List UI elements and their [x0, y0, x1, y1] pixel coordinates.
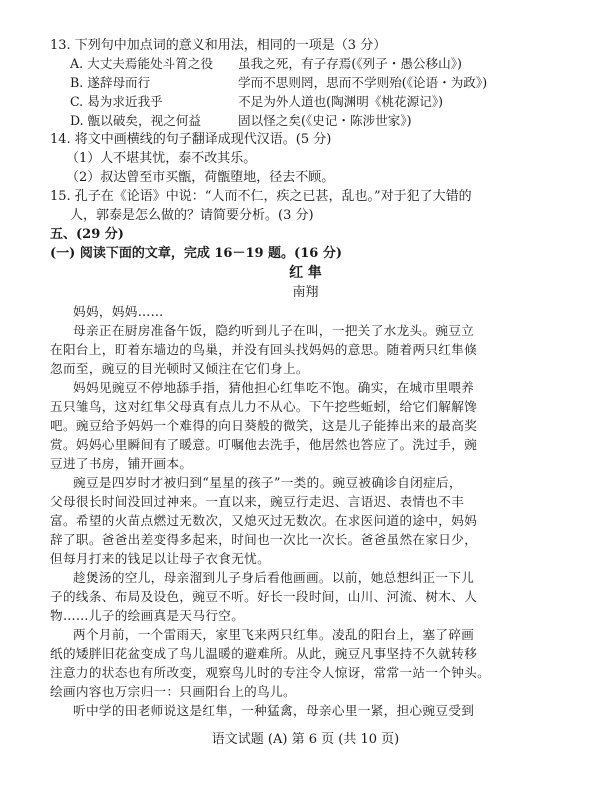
q13-option-b-compare: 学而不思则罔，思而不学则殆(《论语・为政》)	[238, 75, 488, 90]
article-line: 子的线条、布局及设色，豌豆不听。好长一段时间，山川、河流、树木、人	[50, 589, 478, 604]
page-footer: 语文试题 (A) 第 6 页 (共 10 页)	[211, 732, 400, 747]
article-line: 五只雏鸟，这对红隼父母真有点儿力不从心。下午挖些蚯蚓，给它们解解馋	[50, 399, 478, 414]
article-author: 南翔	[292, 285, 319, 300]
q13-option-d-compare: 固以怪之矣(《史记・陈涉世家》)	[238, 113, 412, 128]
q13-option-a-compare: 虽我之死，有子存焉(《列子・愚公移山》)	[238, 56, 462, 71]
article-line: 在阳台上，盯着东墙边的鸟巢，并没有回头找妈妈的意思。随着两只红隼倏	[50, 342, 478, 357]
article-title: 红 隼	[289, 265, 322, 281]
q13-option-a: A. 大丈夫焉能处斗筲之役	[70, 56, 214, 71]
article-line: 妈妈见豌豆不停地舔手指，猜他担心红隼吃不饱。确实，在城市里喂养	[73, 380, 475, 395]
article-line: 辞了职。爸爸出差变得多起来，时间也一次比一次长。爸爸虽然在家日少，	[50, 532, 478, 547]
section-subheading: (一) 阅读下面的文章，完成 16－19 题。(16 分)	[50, 246, 342, 261]
article-line: 物……儿子的绘画真是天马行空。	[50, 608, 245, 623]
article-line: 父母很长时间没回过神来。一直以来，豌豆行走迟、言语迟、表情也不丰	[50, 494, 465, 509]
article-line: 趁煲汤的空儿，母亲溜到儿子身后看他画画。以前，她总想纠正一下儿	[73, 570, 475, 585]
article-line: 吧。豌豆给予妈妈一个难得的向日葵般的微笑，这是儿子能捧出来的最高奖	[50, 418, 478, 433]
article-line: 忽而至，豌豆的目光顿时又倾注在它们身上。	[50, 361, 309, 376]
q13-option-b: B. 遂辞母而行	[70, 75, 151, 90]
article-line: 豆进了书房，铺开画本。	[50, 456, 193, 471]
article-line: 妈妈，妈妈……	[73, 304, 164, 319]
article-line: 但每月打来的钱足以让母子衣食无忧。	[50, 551, 271, 566]
section-heading: 五、(29 分)	[50, 227, 124, 242]
q13-option-c-compare: 不足为外人道也(陶渊明《桃花源记》)	[238, 94, 444, 109]
article-line: 富。希望的火苗点燃过无数次，又熄灭过无数次。在求医问道的途中，妈妈	[50, 513, 478, 528]
article-line: 赏。妈妈心里瞬间有了暖意。叮嘱他去洗手，他居然也答应了。洗过手，豌	[50, 437, 478, 452]
article-line: 两个月前，一个雷雨天，家里飞来两只红隼。凌乱的阳台上，塞了碎画	[73, 627, 475, 642]
q13-option-c: C. 曷为求近我乎	[70, 94, 163, 109]
q13-option-d: D. 甑以破矣，视之何益	[70, 113, 201, 128]
article-line: 绘画内容也万宗归一：只画阳台上的鸟儿。	[50, 684, 296, 699]
article-line: 豌豆是四岁时才被归到“星星的孩子”一类的。豌豆被确诊自闭症后，	[73, 475, 462, 490]
q15-line-1: 15. 孔子在《论语》中说：“人而不仁，疾之已甚，乱也。”对于犯了大错的	[50, 189, 472, 204]
article-line: 听中学的田老师说这是红隼，一种猛禽，母亲心里一紧，担心豌豆受到	[73, 703, 475, 718]
q15-line-2: 人，郭泰是怎么做的？请简要分析。(3 分)	[70, 208, 314, 223]
q14-item-1: （1）人不堪其忧，泰不改其乐。	[66, 151, 257, 166]
article-line: 纸的矮胖旧花盆变成了鸟儿温暖的避难所。从此，豌豆凡事坚持不久就转移	[50, 646, 478, 661]
q14-item-2: （2）叔达曾至市买甑，荷甑堕地，径去不顾。	[66, 170, 335, 185]
article-line: 注意力的状态也有所改变，观察鸟儿时的专注令人惊讶，常常一站一个钟头。	[50, 665, 491, 680]
article-line: 母亲正在厨房准备午饭，隐约听到儿子在叫，一把关了水龙头。豌豆立	[73, 323, 475, 338]
q13-stem: 13. 下列句中加点词的意义和用法，相同的一项是（3 分）	[50, 38, 387, 53]
q14-stem: 14. 将文中画横线的句子翻译成现代汉语。(5 分)	[50, 132, 332, 147]
